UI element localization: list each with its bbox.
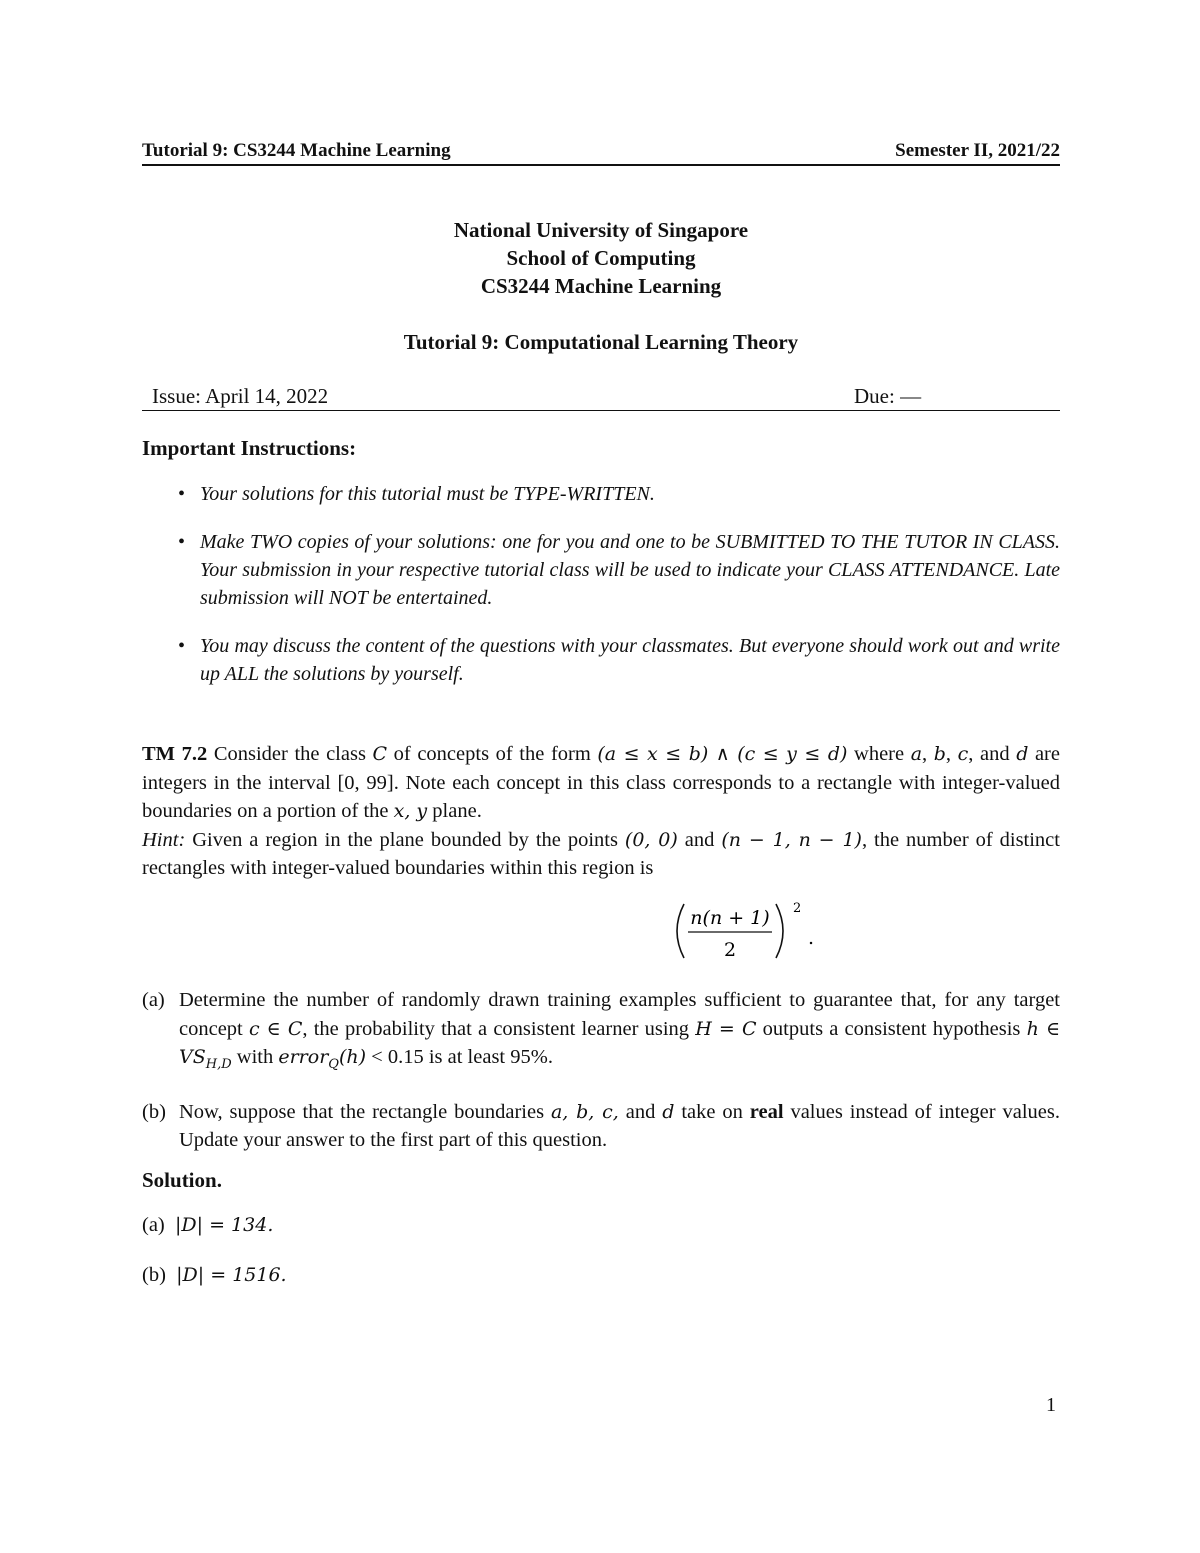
problem-statement [142,740,1060,883]
math-H-eq-C: H = C [695,1017,757,1040]
solution-heading: Solution. [142,1168,222,1192]
part-text: < 0.15 is at least 95%. [366,1046,553,1068]
problem-text: are integers in the interval [0, 99]. Note each concept in this class corresponds to a rectangle with integer-valued boundaries on a portion of the [142,743,1060,822]
solution-label: (a) [142,1214,165,1236]
math-h: (h) [338,1046,367,1068]
instruction-text: Your solutions for this tutorial must be TYPE-WRITTEN. [200,483,655,505]
formula-period: . [808,927,815,949]
header-left: Tutorial 9: CS3244 Machine Learning [142,140,451,161]
course-name: CS3244 Machine Learning [480,274,722,298]
rectangle-count-formula [662,896,822,966]
instruction-text: Make TWO copies of your solutions: one for you and one to be SUBMITTED TO THE TUTOR IN CLASS. Your submission in your respective tutorial class will be used to indicate your CLASS ATTENDANCE. Late submission will NOT be entertained. [200,531,1060,609]
part-text: values instead of integer values. Update your answer to the first part of this question. [179,1100,1060,1152]
part-text: with [231,1046,279,1068]
problem-text: , [922,743,934,765]
instructions-heading: Important Instructions: [142,436,357,460]
header-right: Semester II, 2021/22 [895,140,1060,161]
solution-a [142,1214,273,1237]
math-version-space: h ∈ VS [179,1017,1061,1068]
instructions-list [142,480,1060,708]
math-point-corner: (n − 1, n − 1) [721,828,862,851]
instruction-text: You may discuss the content of the questions with your classmates. But everyone should work out and write up ALL the solutions by yourself. [200,635,1060,685]
instruction-item [142,480,1060,508]
solution-label: (b) [142,1264,166,1286]
problem-text: , [968,743,974,765]
bullet-icon: • [178,531,186,553]
right-paren [776,904,783,958]
due-date: Due: — [854,384,922,408]
hint-text: , the number of distinct rectangles with integer-valued boundaries within this region is [142,828,1060,879]
issue-date: Issue: April 14, 2022 [152,384,329,408]
part-b [142,1098,1060,1155]
tutorial-title: Tutorial 9: Computational Learning Theory [403,330,799,354]
solution-expression: |D| = 1516. [176,1264,287,1286]
part-text: and [618,1100,663,1123]
math-b: b [933,743,946,765]
math-xy: x, y [393,800,428,822]
hint-text: and [677,828,722,851]
problem-text: , [945,743,958,765]
part-text: take on [674,1100,750,1123]
math-subscript: H,D [205,1057,232,1073]
math-a: a [910,743,923,765]
formula-denominator: 2 [723,939,737,961]
bullet-icon: • [178,483,186,505]
formula-exponent: 2 [793,901,802,916]
formula-numerator: n(n + 1) [690,907,770,929]
math-concept-form: (a ≤ x ≤ b) ∧ (c ≤ y ≤ d) [597,743,848,765]
bullet-icon: • [178,635,186,657]
left-paren [677,904,684,958]
instruction-item [142,632,1060,688]
math-error: error [278,1046,329,1068]
bold-real: real [749,1100,784,1123]
problem-label: TM 7.2 [142,743,208,765]
problem-text: and [973,743,1017,765]
problem-text: plane. [427,800,482,822]
part-label: (b) [142,1100,166,1123]
part-text: Now, suppose that the rectangle boundaries [179,1100,551,1123]
school-name: School of Computing [506,246,696,270]
title-block [142,216,1060,300]
math-d: d [1016,743,1029,765]
math-d: d [662,1100,675,1123]
page-number: 1 [1046,1394,1056,1416]
issue-row [142,384,1060,411]
part-label: (a) [142,989,165,1011]
math-c-in-C: c ∈ C [248,1017,303,1040]
problem-text: of concepts of the form [387,743,598,765]
hint-label: Hint: [142,828,186,851]
problem-text: Consider the class [207,743,373,765]
part-text: outputs a consistent hypothesis [756,1017,1027,1040]
instruction-item [142,528,1060,612]
solution-b [142,1264,287,1287]
running-header [142,140,1060,166]
solution-expression: |D| = 134. [175,1214,274,1236]
problem-text: where [847,743,911,765]
math-subscript: Q [328,1057,339,1073]
university-name: National University of Singapore [453,218,749,242]
part-text: Determine the number of randomly drawn training examples sufficient to guarantee that, for any target concept [179,989,1060,1040]
math-point-origin: (0, 0) [624,828,678,851]
part-text: , the probability that a consistent learner using [302,1017,696,1040]
math-c: c [957,743,969,765]
problem-parts [142,986,1060,1173]
hint-text: Given a region in the plane bounded by the points [185,828,625,851]
part-a [142,986,1060,1080]
math-abc: a, b, c, [550,1100,619,1123]
math-C: C [372,743,388,765]
